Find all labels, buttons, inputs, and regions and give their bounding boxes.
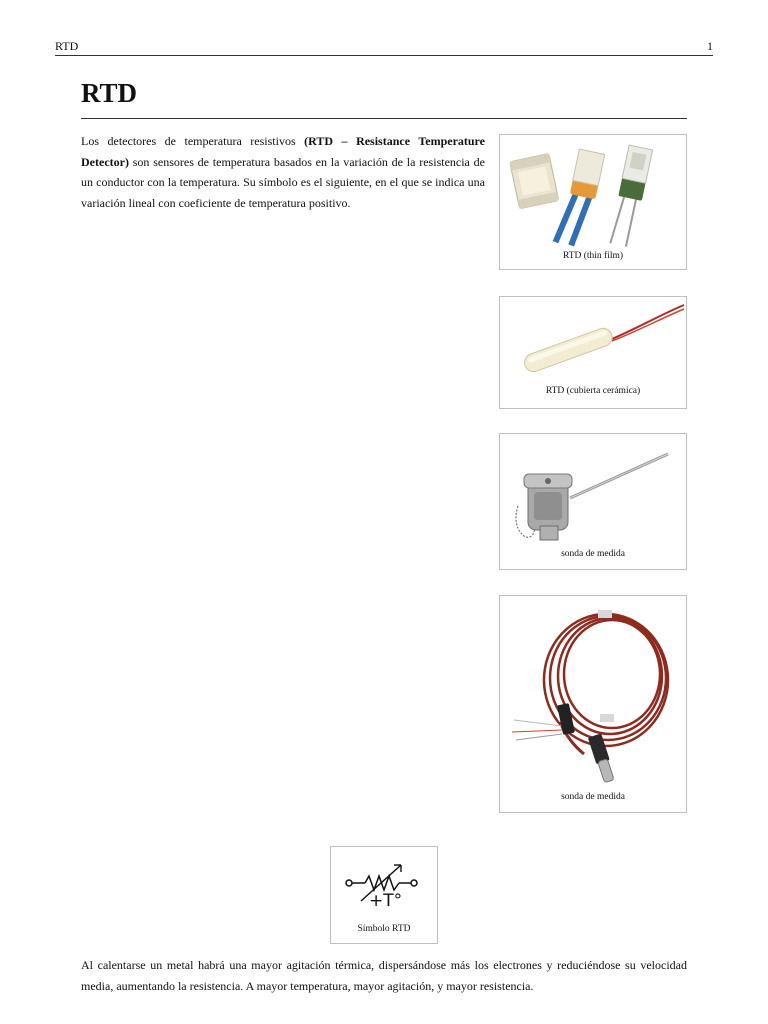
page-number: 1	[707, 39, 713, 53]
rtd-symbol-label: +T°	[369, 891, 403, 911]
figure-probe-head	[499, 433, 687, 570]
figure-caption: RTD (cubierta cerámica)	[545, 386, 641, 396]
intro-lead: Los detectores de temperatura resistivos	[81, 134, 305, 148]
figure-cable-probe	[499, 595, 687, 813]
ceramic-rtd-image	[500, 297, 686, 383]
figure-thin-film	[499, 134, 687, 270]
figure-caption: sonda de medida	[561, 792, 625, 802]
probe-head-image	[500, 434, 686, 546]
figure-ceramic	[499, 296, 687, 409]
figure-caption: RTD (thin film)	[562, 251, 624, 261]
intro-rest: son sensores de temperatura basados en la variación de la resistencia de un conductor con la temperatura. Su símbolo es el siguiente, en el que se indica una variación lineal con coeficiente de temperatura positivo.	[81, 154, 485, 210]
title-divider	[81, 118, 687, 119]
running-header	[55, 39, 713, 56]
intro-paragraph	[81, 131, 485, 213]
intro-bold-term: (RTD – Resistance Temperature Detector)	[81, 134, 485, 169]
figure-rtd-symbol	[330, 846, 438, 944]
thin-film-rtd-image	[500, 135, 686, 247]
cable-probe-image	[500, 596, 686, 788]
running-title: RTD	[55, 39, 79, 53]
figure-caption: Símbolo RTD	[357, 924, 411, 934]
figure-caption: sonda de medida	[561, 549, 625, 559]
closing-paragraph: Al calentarse un metal habrá una mayor agitación térmica, dispersándose más los electrones y reduciéndose su velocidad media, aumentando la resistencia. A mayor temperatura, mayor agitación, y mayor resistencia.	[81, 958, 687, 993]
page-title: RTD	[81, 78, 138, 108]
